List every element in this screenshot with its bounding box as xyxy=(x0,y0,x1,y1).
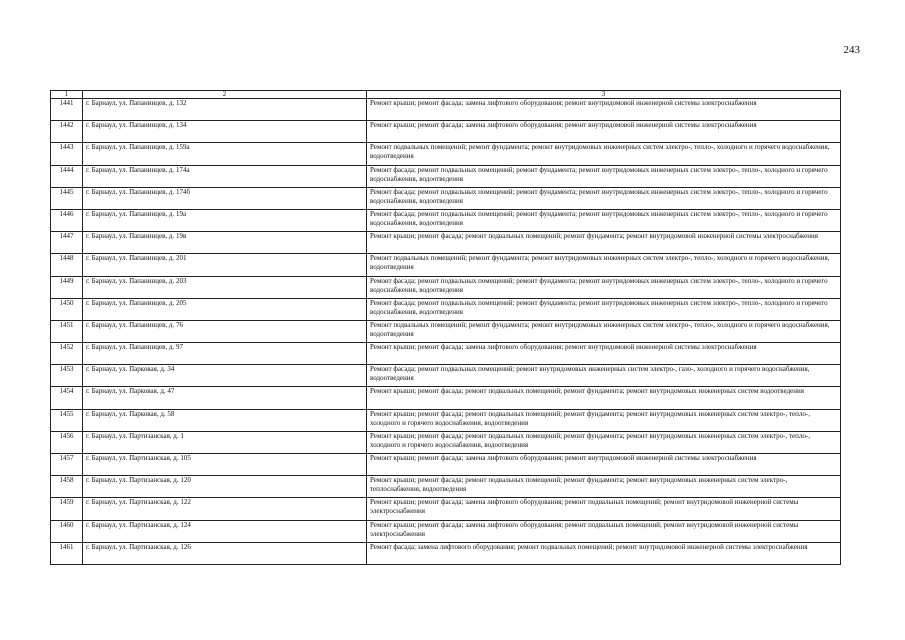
row-number: 1452 xyxy=(51,343,83,365)
table-row xyxy=(51,365,841,387)
row-number: 1460 xyxy=(51,520,83,542)
row-address: г. Барнаул, ул. Папанинцев, д. 97 xyxy=(83,343,367,365)
row-number: 1461 xyxy=(51,542,83,564)
column-header-address: 2 xyxy=(83,91,367,99)
table-row xyxy=(51,121,841,143)
row-number: 1453 xyxy=(51,365,83,387)
row-number: 1444 xyxy=(51,165,83,187)
table-row xyxy=(51,409,841,431)
row-number: 1451 xyxy=(51,320,83,342)
row-number: 1456 xyxy=(51,431,83,453)
row-address: г. Барнаул, ул. Папанинцев, д. 134 xyxy=(83,121,367,143)
row-number: 1454 xyxy=(51,387,83,409)
row-number: 1445 xyxy=(51,187,83,209)
row-address: г. Барнаул, ул. Парковая, д. 58 xyxy=(83,409,367,431)
table-body xyxy=(51,99,841,565)
row-works: Ремонт фасада; ремонт подвальных помещений; ремонт фундамента; ремонт внутридомовых инженерных систем электро-, тепло-, холодного и горячего водоснабжения, водоотведения xyxy=(367,187,841,209)
row-address: г. Барнаул, ул. Партизанская, д. 124 xyxy=(83,520,367,542)
row-works: Ремонт крыши; ремонт фасада; замена лифтового оборудования; ремонт внутридомовой инженерной системы электроснабжения xyxy=(367,454,841,476)
row-address: г. Барнаул, ул. Партизанская, д. 120 xyxy=(83,476,367,498)
row-number: 1447 xyxy=(51,232,83,254)
row-number: 1449 xyxy=(51,276,83,298)
row-number: 1459 xyxy=(51,498,83,520)
table-header-row xyxy=(51,91,841,99)
table-row xyxy=(51,542,841,564)
row-address: г. Барнаул, ул. Парковая, д. 34 xyxy=(83,365,367,387)
table-row xyxy=(51,276,841,298)
row-address: г. Барнаул, ул. Папанинцев, д. 201 xyxy=(83,254,367,276)
row-works: Ремонт крыши; ремонт фасада; ремонт подвальных помещений; ремонт фундамента; ремонт внутридомовых инженерных систем водоотведения xyxy=(367,387,841,409)
row-address: г. Барнаул, ул. Папанинцев, д. 132 xyxy=(83,99,367,121)
row-number: 1458 xyxy=(51,476,83,498)
table-row xyxy=(51,454,841,476)
row-works: Ремонт крыши; ремонт фасада; замена лифтового оборудования; ремонт внутридомовой инженерной системы электроснабжения xyxy=(367,99,841,121)
row-works: Ремонт крыши; ремонт фасада; замена лифтового оборудования; ремонт внутридомовой инженерной системы электроснабжения xyxy=(367,121,841,143)
column-header-number: 1 xyxy=(51,91,83,99)
row-address: г. Барнаул, ул. Папанинцев, д. 76 xyxy=(83,320,367,342)
row-works: Ремонт фасада; ремонт подвальных помещений; ремонт фундамента; ремонт внутридомовых инженерных систем электро-, тепло-, холодного и горячего водоснабжения, водоотведения xyxy=(367,276,841,298)
row-address: г. Барнаул, ул. Партизанская, д. 122 xyxy=(83,498,367,520)
row-address: г. Барнаул, ул. Папанинцев, д. 174а xyxy=(83,165,367,187)
row-address: г. Барнаул, ул. Папанинцев, д. 205 xyxy=(83,298,367,320)
row-works: Ремонт крыши; ремонт фасада; ремонт подвальных помещений; ремонт фундамента; ремонт внутридомовых инженерных систем электро-, тепло-, холодного и горячего водоснабжения, водоотведения xyxy=(367,409,841,431)
table-row xyxy=(51,298,841,320)
table-row xyxy=(51,99,841,121)
row-works: Ремонт крыши; ремонт фасада; ремонт подвальных помещений; ремонт фундамента; ремонт внутридомовой инженерной системы электроснабжения xyxy=(367,232,841,254)
row-works: Ремонт подвальных помещений; ремонт фундамента; ремонт внутридомовых инженерных систем электро-, тепло-, холодного и горячего водоснабжения, водоотведения xyxy=(367,143,841,165)
row-works: Ремонт крыши; ремонт фасада; замена лифтового оборудования; ремонт подвальных помещений; ремонт внутридомовой инженерной системы электроснабжения xyxy=(367,498,841,520)
table-row xyxy=(51,320,841,342)
row-address: г. Барнаул, ул. Папанинцев, д. 203 xyxy=(83,276,367,298)
table-row xyxy=(51,254,841,276)
table-row xyxy=(51,476,841,498)
table-row xyxy=(51,498,841,520)
row-works: Ремонт фасада; ремонт подвальных помещений; ремонт фундамента; ремонт внутридомовых инженерных систем электро-, тепло-, холодного и горячего водоснабжения, водоотведения xyxy=(367,298,841,320)
row-address: г. Барнаул, ул. Парковая, д. 47 xyxy=(83,387,367,409)
row-works: Ремонт крыши; ремонт фасада; ремонт подвальных помещений; ремонт фундамента; ремонт внутридомовых инженерных систем электро-, тепло-, холодного и горячего водоснабжения, водоотведения xyxy=(367,431,841,453)
row-address: г. Барнаул, ул. Партизанская, д. 126 xyxy=(83,542,367,564)
row-works: Ремонт фасада; ремонт подвальных помещений; ремонт фундамента; ремонт внутридомовых инженерных систем электро-, тепло-, холодного и горячего водоснабжения, водоотведения xyxy=(367,209,841,231)
row-address: г. Барнаул, ул. Партизанская, д. 105 xyxy=(83,454,367,476)
table-row xyxy=(51,343,841,365)
row-works: Ремонт крыши; ремонт фасада; замена лифтового оборудования; ремонт внутридомовой инженерной системы электроснабжения xyxy=(367,343,841,365)
row-works: Ремонт подвальных помещений; ремонт фундамента; ремонт внутридомовых инженерных систем электро-, тепло-, холодного и горячего водоснабжения, водоотведения xyxy=(367,254,841,276)
table-row xyxy=(51,520,841,542)
row-address: г. Барнаул, ул. Партизанская, д. 1 xyxy=(83,431,367,453)
row-works: Ремонт крыши; ремонт фасада; замена лифтового оборудования; ремонт подвальных помещений; ремонт внутридомовой инженерной системы электроснабжения xyxy=(367,520,841,542)
row-number: 1457 xyxy=(51,454,83,476)
row-number: 1446 xyxy=(51,209,83,231)
row-works: Ремонт крыши; ремонт фасада; ремонт подвальных помещений; ремонт фундамента; ремонт внутридомовых инженерных систем электро-, теплоснабжения, водоотведения xyxy=(367,476,841,498)
column-header-works: 3 xyxy=(367,91,841,99)
table-row xyxy=(51,187,841,209)
row-works: Ремонт фасада; ремонт подвальных помещений; ремонт внутридомовых инженерных систем электро-, газо-, холодного и горячего водоснабжения, водоотведения xyxy=(367,365,841,387)
page-number: 243 xyxy=(843,44,860,56)
table-row xyxy=(51,143,841,165)
row-number: 1442 xyxy=(51,121,83,143)
table-row xyxy=(51,387,841,409)
table-row xyxy=(51,431,841,453)
row-number: 1455 xyxy=(51,409,83,431)
row-works: Ремонт фасада; замена лифтового оборудования; ремонт подвальных помещений; ремонт внутридомовой инженерной системы электроснабжения xyxy=(367,542,841,564)
table-row xyxy=(51,165,841,187)
row-address: г. Барнаул, ул. Папанинцев, д. 19а xyxy=(83,209,367,231)
row-address: г. Барнаул, ул. Папанинцев, д. 174б xyxy=(83,187,367,209)
row-number: 1450 xyxy=(51,298,83,320)
row-address: г. Барнаул, ул. Папанинцев, д. 159а xyxy=(83,143,367,165)
row-number: 1441 xyxy=(51,99,83,121)
row-works: Ремонт фасада; ремонт подвальных помещений; ремонт фундамента; ремонт внутридомовых инженерных систем электро-, тепло-, холодного и горячего водоснабжения, водоотведения xyxy=(367,165,841,187)
table-row xyxy=(51,232,841,254)
registry-table xyxy=(50,90,841,565)
row-number: 1443 xyxy=(51,143,83,165)
row-works: Ремонт подвальных помещений; ремонт фундамента; ремонт внутридомовых инженерных систем электро-, тепло-, холодного и горячего водоснабжения, водоотведения xyxy=(367,320,841,342)
row-number: 1448 xyxy=(51,254,83,276)
row-address: г. Барнаул, ул. Папанинцев, д. 19в xyxy=(83,232,367,254)
table-row xyxy=(51,209,841,231)
